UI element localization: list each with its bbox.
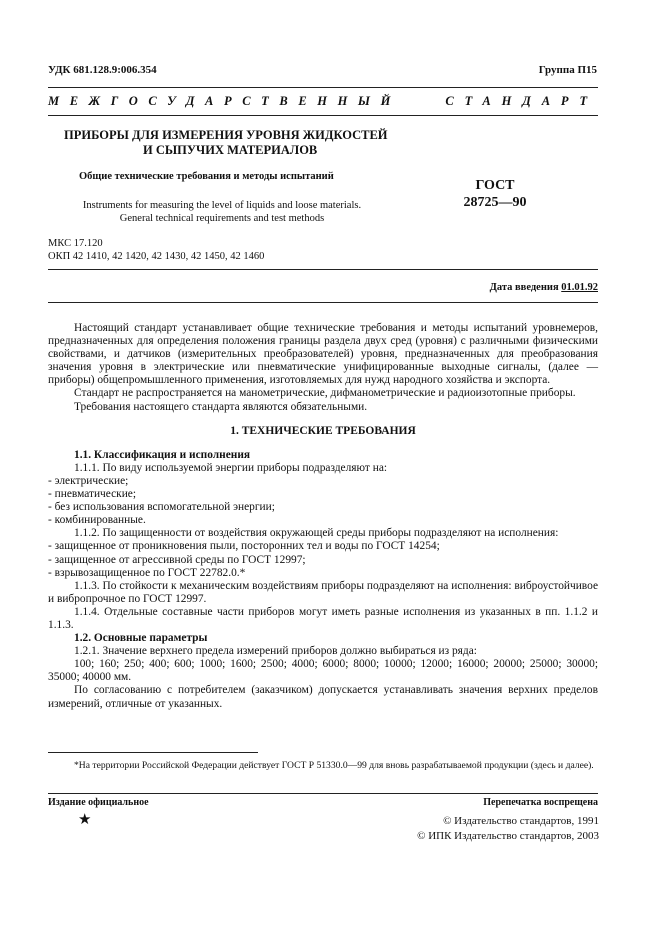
clause-1-1-2: 1.1.2. По защищенности от воздействия окружающей среды приборы подразделяют на исполнения: [74,527,559,540]
classification-codes [48,237,264,263]
paragraph-mandatory: Требования настоящего стандарта являются обязательными. [74,400,368,413]
footnote-text: *На территории Российской Федерации действует ГОСТ Р 51330.0—99 для вновь разрабатываемой продукции (здесь и далее). [74,760,594,771]
top-divider [48,87,598,88]
english-title-line-1: Instruments for measuring the level of liquids and loose materials. [82,200,362,211]
mks-code: МКС 17.120 [48,238,103,249]
list-item: - без использования вспомогательной энергии; [48,501,275,514]
heading-divider [48,115,598,116]
section-heading-1: 1. ТЕХНИЧЕСКИЕ ТРЕБОВАНИЯ [230,424,416,437]
title-line-2: И СЫПУЧИХ МАТЕРИАЛОВ [143,143,318,157]
english-title [72,199,372,225]
list-item: - защищенное от агрессивной среды по ГОСТ 12997; [48,553,306,566]
list-item: - электрические; [48,474,129,487]
group-code: Группа П15 [538,64,597,76]
introduction-date-value: 01.01.92 [561,282,598,293]
paragraph-exclusions: Стандарт не распространяется на манометрические, дифманометрические и радиоизотопные приборы. [74,387,576,400]
clause-1-1-3: 1.1.3. По стойкости к механическим воздействиям приборы подразделяют на исполнения: виброустойчивое и вибропрочное по ГОСТ 12997. [48,579,598,605]
official-edition-label: Издание официальное [48,797,149,808]
paragraph-scope: Настоящий стандарт устанавливает общие технические требования и методы испытаний уровнемеров, предназначенных для определения положения границы раздела двух сред (уровня) с различными физическими свойствами, и датчиков (измерительных преобразователей) уровня, предназначенных для преобразования значения уровня в электрические или пневматические унифицированные выходные сигналы, (далее — приборы) общепромышленного применения, изготовляемых для нужд народного хозяйства и экспорта. [48,322,598,387]
introduction-date [490,282,598,293]
interstate-word: МЕЖГОСУДАРСТВЕННЫЙ [48,94,401,108]
body-text [48,322,598,711]
okp-code: ОКП 42 1410, 42 1420, 42 1430, 42 1450, 42 1460 [48,251,265,262]
footer-divider [48,793,598,794]
subsection-heading-1-1: 1.1. Классификация и исполнения [74,448,251,461]
clause-1-2-1: 1.2.1. Значение верхнего предела измерений приборов должно выбираться из ряда: [74,645,477,658]
standard-word: СТАНДАРТ [445,94,598,108]
copyright-1991: © Издательство стандартов, 1991 [443,815,599,827]
paragraph-agreement: По согласованию с потребителем (заказчиком) допускается устанавливать значения верхних пределов измерений, отличные от указанных. [48,684,598,710]
range-values: 100; 160; 250; 400; 600; 1000; 1600; 2500; 4000; 6000; 8000; 10000; 12000; 16000; 20000; 25000; 30000; 35000; 40000 мм. [48,658,598,684]
introduction-date-label: Дата введения [489,282,559,293]
title-line-1: ПРИБОРЫ ДЛЯ ИЗМЕРЕНИЯ УРОВНЯ ЖИДКОСТЕЙ [64,128,388,142]
clause-1-1-4: 1.1.4. Отдельные составные части приборов могут иметь разные исполнения из указанных в пп. 1.1.2 и 1.1.3. [48,605,598,631]
date-divider [48,302,598,303]
codes-divider [48,269,598,270]
gost-label: ГОСТ [475,178,515,193]
reprint-prohibited-label: Перепечатка воспрещена [483,797,598,808]
gost-designation [455,177,535,211]
copyright-2003: © ИПК Издательство стандартов, 2003 [417,830,599,842]
document-subtitle: Общие технические требования и методы испытаний [79,171,334,182]
footnote-divider [48,752,258,753]
gost-number: 28725—90 [463,195,527,210]
clause-1-1-1: 1.1.1. По виду используемой энергии приборы подразделяют на: [74,461,388,474]
subsection-heading-1-2: 1.2. Основные параметры [74,632,208,645]
list-item: - защищенное от проникновения пыли, посторонних тел и воды по ГОСТ 14254; [48,540,440,553]
list-item: - комбинированные. [48,514,146,527]
english-title-line-2: General technical requirements and test methods [119,213,325,224]
list-item: - взрывозащищенное по ГОСТ 22782.0.* [48,566,246,579]
list-item: - пневматические; [48,488,137,501]
udk-code: УДК 681.128.9:006.354 [48,64,157,76]
star-icon: ★ [78,812,92,828]
document-title [64,128,388,158]
footnote [48,760,598,773]
